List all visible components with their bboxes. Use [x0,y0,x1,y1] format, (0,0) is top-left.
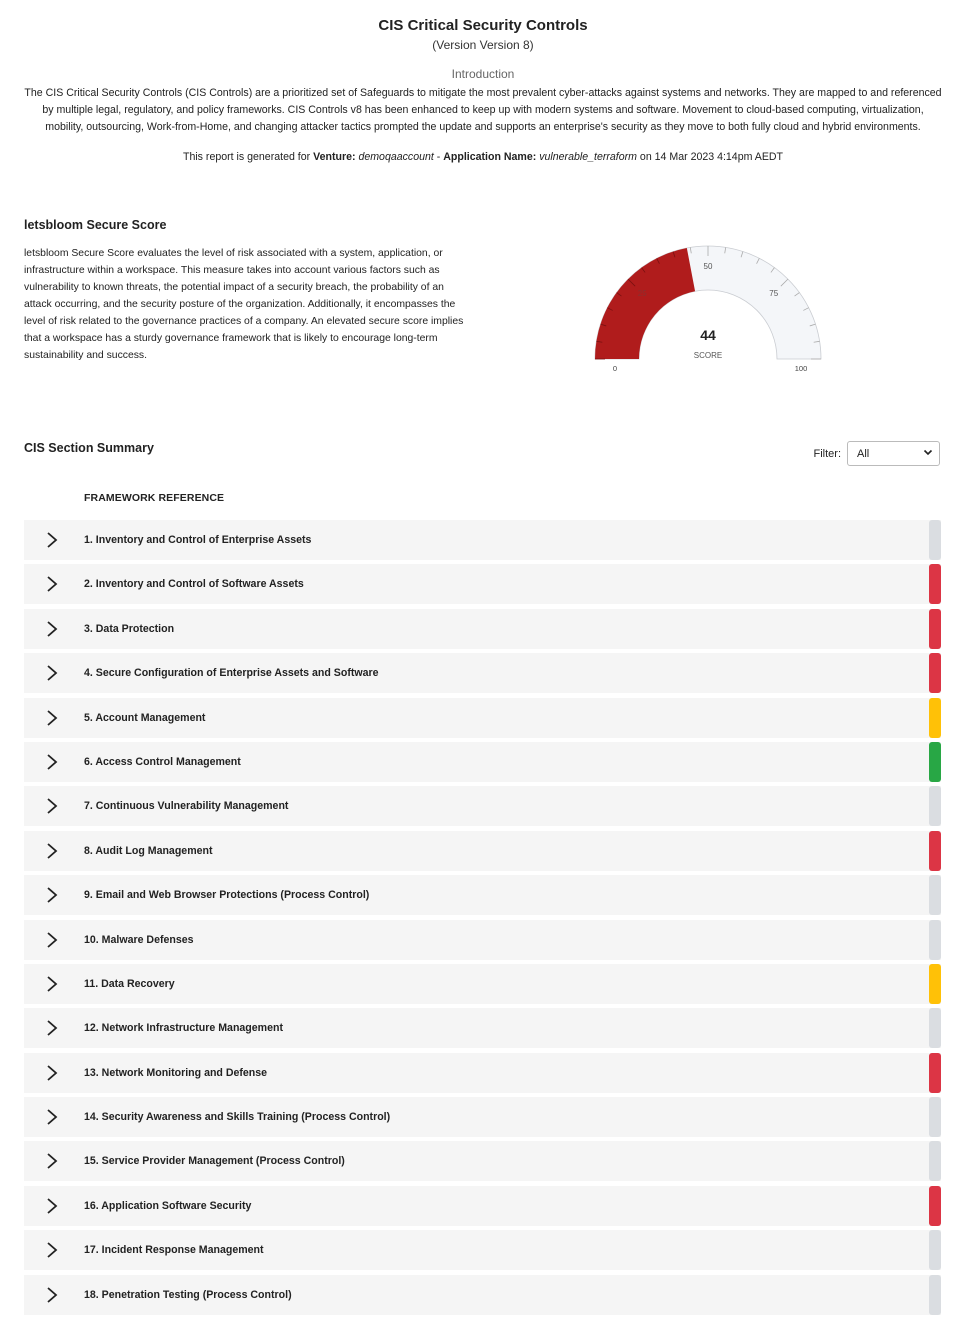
chevron-right-icon[interactable] [44,619,60,639]
cis-section-label: 11. Data Recovery [84,977,175,990]
status-indicator [929,1097,941,1137]
gauge-caption: SCORE [693,351,723,360]
cis-section-label: 12. Network Infrastructure Management [84,1022,283,1035]
cis-section-label: 4. Secure Configuration of Enterprise Assets and Software [84,667,379,680]
chevron-right-icon[interactable] [44,708,60,728]
chevron-right-icon[interactable] [44,574,60,594]
gauge-tick-label-75: 75 [769,289,779,299]
secure-score-gauge [582,238,832,378]
gauge-min-label: 0 [612,364,618,373]
secure-score-description: letsbloom Secure Score evaluates the level of risk associated with a system, application, or infrastructure within a workspace. This measure takes into account various factors such as vulnerability to known threats, the potential impact of a security breach, the probability of an attack occurring, and the security posture of the organization. Additionally, it encompasses the level of risk related to the governance practices of a company. An elevated secure score implies that a workspace has a sturdy governance framework that is likely to encourage long-term sustainability and success. [24,248,464,361]
chevron-right-icon[interactable] [44,841,60,861]
cis-section-label: 9. Email and Web Browser Protections (Process Control) [84,889,370,902]
status-indicator [929,1053,941,1093]
status-indicator [929,1230,941,1270]
status-indicator [929,698,941,738]
status-indicator [929,520,941,560]
report-header [20,16,946,165]
filter-control [814,441,941,466]
gauge-value: 44 [700,327,716,343]
status-indicator [929,1008,941,1048]
cis-section-row[interactable] [24,564,941,604]
chevron-right-icon[interactable] [44,1196,60,1216]
venture-label: Venture: [313,151,356,163]
chevron-right-icon[interactable] [44,1063,60,1083]
cis-section-row[interactable] [24,653,941,693]
cis-section-label: 17. Incident Response Management [84,1244,264,1257]
chevron-down-icon [923,447,933,460]
status-indicator [929,564,941,604]
application-label: Application Name: [443,151,537,163]
cis-section-label: 3. Data Protection [84,622,175,635]
status-indicator [929,1141,941,1181]
cis-section-row[interactable] [24,831,941,871]
report-date: on 14 Mar 2023 4:14pm AEDT [636,151,784,163]
cis-section-label: 18. Penetration Testing (Process Control) [84,1288,292,1301]
status-indicator [929,1186,941,1226]
cis-section-list [24,520,941,1319]
chevron-right-icon[interactable] [44,1240,60,1260]
chevron-right-icon[interactable] [44,1107,60,1127]
chevron-right-icon[interactable] [44,1285,60,1305]
cis-section-label: 14. Security Awareness and Skills Training (Process Control) [84,1111,391,1124]
report-prefix: This report is generated for [182,151,314,163]
intro-heading: Introduction [451,67,515,81]
gauge-tick-label-25: 25 [637,289,647,299]
chevron-right-icon[interactable] [44,974,60,994]
cis-section-row[interactable] [24,742,941,782]
venture-value: demoqaaccount [358,151,434,163]
gauge-tick-label-50: 50 [703,262,713,271]
filter-label: Filter: [813,447,841,460]
cis-section-summary-heading: CIS Section Summary [24,441,154,455]
status-indicator [929,964,941,1004]
cis-section-label: 10. Malware Defenses [84,933,194,946]
cis-section-row[interactable] [24,1141,941,1181]
cis-section-row[interactable] [24,964,941,1004]
cis-section-row[interactable] [24,786,941,826]
cis-section-label: 2. Inventory and Control of Software Assets [84,578,304,591]
cis-section-label: 6. Access Control Management [84,755,241,768]
cis-section-row[interactable] [24,1008,941,1048]
cis-section-label: 16. Application Software Security [84,1199,252,1212]
intro-text: The CIS Critical Security Controls (CIS Controls) are a prioritized set of Safeguards to mitigate the most prevalent cyber-attacks against systems and networks. They are mapped to and referenced by multiple legal, regulatory, and policy frameworks. CIS Controls v8 has been enhanced to keep up with modern systems and software. Movement to cloud-based computing, virtualization, mobility, outsourcing, Work-from-Home, and changing attacker tactics prompted the update and supports an enterprise's security as they move to both fully cloud and hybrid environments. [24,87,942,133]
status-indicator [929,786,941,826]
page-subtitle: (Version Version 8) [432,38,534,52]
status-indicator [929,1275,941,1315]
application-value: vulnerable_terraform [539,151,637,163]
status-indicator [929,653,941,693]
cis-section-label: 15. Service Provider Management (Process Control) [84,1155,345,1168]
chevron-right-icon[interactable] [44,1018,60,1038]
cis-section-row[interactable] [24,920,941,960]
gauge-fill [595,248,695,359]
cis-section-row[interactable] [24,875,941,915]
chevron-right-icon[interactable] [44,663,60,683]
cis-section-label: 8. Audit Log Management [84,844,213,857]
secure-score-section [24,217,474,364]
chevron-right-icon[interactable] [44,796,60,816]
status-indicator [929,875,941,915]
chevron-right-icon[interactable] [44,1151,60,1171]
cis-section-row[interactable] [24,1230,941,1270]
framework-reference-header: FRAMEWORK REFERENCE [84,492,225,504]
cis-section-row[interactable] [24,1186,941,1226]
report-separator: - [433,151,444,163]
chevron-right-icon[interactable] [44,885,60,905]
cis-section-label: 7. Continuous Vulnerability Management [84,800,289,813]
gauge-max-label: 100 [794,364,808,373]
filter-select[interactable] [847,441,940,466]
cis-section-row[interactable] [24,1275,941,1315]
cis-section-row[interactable] [24,1097,941,1137]
cis-section-row[interactable] [24,609,941,649]
chevron-right-icon[interactable] [44,530,60,550]
status-indicator [929,920,941,960]
status-indicator [929,742,941,782]
chevron-right-icon[interactable] [44,752,60,772]
status-indicator [929,831,941,871]
cis-section-row[interactable] [24,698,941,738]
cis-section-row[interactable] [24,520,941,560]
cis-section-row[interactable] [24,1053,941,1093]
secure-score-heading: letsbloom Secure Score [24,218,167,232]
cis-section-label: 1. Inventory and Control of Enterprise Assets [84,534,312,546]
filter-selected-value: All [857,447,870,460]
cis-section-label: 5. Account Management [84,711,206,724]
status-indicator [929,609,941,649]
report-generated-line [20,149,946,165]
chevron-right-icon[interactable] [44,930,60,950]
cis-section-label: 13. Network Monitoring and Defense [84,1066,268,1079]
page-title: CIS Critical Security Controls [378,17,588,34]
